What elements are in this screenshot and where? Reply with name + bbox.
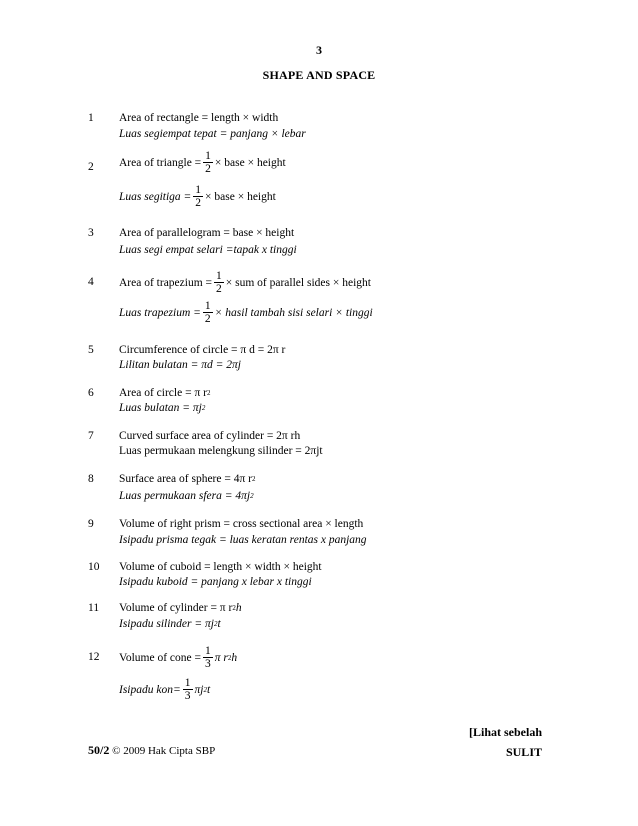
formula-malay: Luas segiempat tepat = panjang × lebar — [119, 128, 306, 140]
formula-text: t — [217, 618, 221, 630]
formula-text: h — [235, 602, 242, 614]
formula-text: × sum of parallel sides × height — [225, 276, 371, 289]
formula-number: 10 — [88, 561, 100, 573]
formula-english: Area of circle = π r 2 — [119, 387, 211, 399]
formula-malay — [119, 300, 373, 325]
fraction-numerator: 1 — [216, 270, 222, 282]
turn-over-note: [Lihat sebelah — [468, 725, 542, 739]
fraction — [183, 677, 193, 702]
formula-malay: Lilitan bulatan = πd = 2πj — [119, 359, 241, 371]
formula-malay: Luas segi empat selari =tapak x tinggi — [119, 244, 297, 256]
footer-right — [469, 722, 542, 762]
formula-text: × base × height — [214, 156, 286, 169]
formula-english: Volume of right prism = cross sectional area × length — [119, 518, 364, 530]
page-number: 3 — [316, 43, 322, 57]
fraction — [203, 300, 213, 325]
formula-english: Volume of cuboid = length × width × height — [119, 561, 322, 573]
formula-text: × base × height — [205, 190, 276, 203]
formula-text: Volume of cylinder = π r — [119, 602, 233, 614]
formula-english: Curved surface area of cylinder = 2π rh — [119, 430, 301, 442]
fraction — [203, 150, 213, 175]
formula-text: Volume of cone = — [119, 651, 201, 664]
formula-english: Surface area of sphere = 4π r 2 — [119, 473, 256, 485]
formula-text: × hasil tambah sisi selari × tinggi — [214, 306, 373, 319]
formula-number: 9 — [88, 518, 94, 530]
formula-malay: Isipadu prisma tegak = luas keratan rentas x panjang — [119, 534, 367, 546]
formula-text: Surface area of sphere = 4π r — [119, 473, 252, 485]
formula-text: Isipadu silinder = πj — [119, 618, 214, 630]
fraction-numerator: 1 — [184, 677, 191, 689]
fraction-numerator: 1 — [204, 645, 211, 657]
fraction-denominator: 3 — [204, 658, 211, 671]
formula-english: Area of parallelogram = base × height — [119, 227, 295, 239]
formula-malay: Isipadu kon= $\frac{1}{3}$ πj 2 t — [119, 677, 211, 703]
fraction — [193, 184, 203, 209]
footer-paper-code — [88, 743, 215, 758]
formula-text: Luas bulatan = πj — [119, 402, 202, 414]
formula-text: Area of trapezium = — [119, 276, 213, 289]
formula-malay: Isipadu kuboid = panjang x lebar x tinggi — [119, 576, 312, 588]
formula-number: 12 — [88, 651, 100, 663]
formula-text: Area of circle = π r — [119, 387, 207, 399]
formula-malay: Luas permukaan sfera = 4πj 2 — [119, 490, 254, 502]
fraction-denominator: 3 — [184, 690, 191, 703]
fraction-denominator: 2 — [195, 197, 202, 210]
fraction — [214, 270, 224, 295]
fraction — [203, 645, 213, 670]
section-title: SHAPE AND SPACE — [262, 68, 376, 82]
formula-number: 1 — [88, 112, 94, 124]
formula-text: π r — [214, 651, 228, 664]
formula-number: 4 — [88, 276, 94, 288]
formula-text: πj — [194, 683, 204, 696]
formula-english: Circumference of circle = π d = 2π r — [119, 344, 286, 356]
formula-malay: Isipadu silinder = πj 2 t — [119, 618, 221, 630]
paper-code: 50/2 — [88, 743, 110, 757]
fraction-denominator: 2 — [205, 163, 211, 176]
formula-english — [119, 150, 286, 175]
classification-label: SULIT — [505, 745, 542, 759]
formula-malay: Luas bulatan = πj 2 — [119, 402, 206, 414]
formula-number: 7 — [88, 430, 94, 442]
fraction-numerator: 1 — [195, 184, 202, 196]
formula-text: t — [206, 683, 211, 696]
formula-number: 8 — [88, 473, 94, 485]
formula-number: 3 — [88, 227, 94, 239]
fraction-denominator: 2 — [216, 283, 222, 296]
formula-number: 2 — [88, 161, 94, 173]
fraction-numerator: 1 — [204, 300, 211, 312]
fraction-numerator: 1 — [205, 150, 211, 162]
formula-number: 5 — [88, 344, 94, 356]
formula-malay: Luas permukaan melengkung silinder = 2πjt — [119, 445, 323, 457]
formula-english: Area of rectangle = length × width — [119, 112, 279, 124]
formula-text: Area of triangle = — [119, 156, 202, 169]
formula-text: Luas segitiga = — [119, 190, 192, 203]
formula-english — [119, 270, 371, 295]
formula-text: Luas permukaan sfera = 4πj — [119, 490, 251, 502]
formula-english: Volume of cylinder = π r 2 h — [119, 602, 242, 614]
formula-text: Isipadu kon= — [119, 683, 181, 696]
formula-number: 6 — [88, 387, 94, 399]
formula-text: Luas trapezium = — [119, 306, 201, 319]
copyright-notice: © 2009 Hak Cipta SBP — [112, 745, 216, 757]
fraction-denominator: 2 — [204, 313, 211, 326]
formula-number: 11 — [88, 602, 100, 614]
formula-text: h — [231, 651, 238, 664]
formula-english: Volume of cone = $\frac{1}{3}$ π r 2 h — [119, 645, 238, 671]
formula-malay — [119, 184, 276, 209]
